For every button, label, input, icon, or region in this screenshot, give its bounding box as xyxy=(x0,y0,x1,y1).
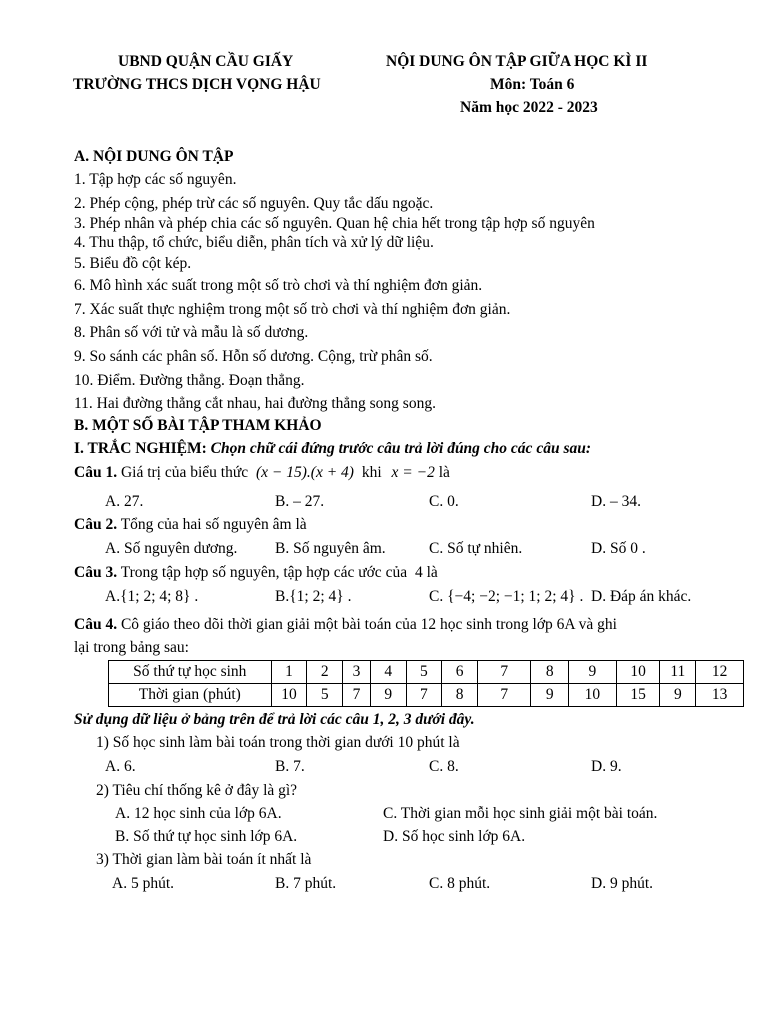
option-a: A. 12 học sinh của lớp 6A. xyxy=(115,805,282,822)
table-cell: 7 xyxy=(477,684,531,707)
district-name: UBND QUẬN CẦU GIẤY xyxy=(118,53,294,70)
option-c: C. 8. xyxy=(429,758,459,775)
sub-question-2: 2) Tiêu chí thống kê ở đây là gì? xyxy=(96,782,298,799)
option-c: C. {−4; −2; −1; 1; 2; 4} . xyxy=(429,588,584,605)
option-a: A. Số nguyên dương. xyxy=(105,540,238,557)
review-item: 5. Biểu đồ cột kép. xyxy=(74,255,192,272)
option-a: A.{1; 2; 4; 8} . xyxy=(105,588,199,605)
school-year: Năm học 2022 - 2023 xyxy=(460,99,598,116)
document-title: NỘI DUNG ÔN TẬP GIỮA HỌC KÌ II xyxy=(386,53,648,70)
table-cell: 1 xyxy=(271,661,307,684)
option-b: B. Số thứ tự học sinh lớp 6A. xyxy=(115,828,298,845)
option-d: D. 9. xyxy=(591,758,622,775)
section-b-title: B. MỘT SỐ BÀI TẬP THAM KHẢO xyxy=(74,417,322,434)
review-item: 10. Điểm. Đường thẳng. Đoạn thẳng. xyxy=(74,372,305,389)
table-cell: 10 xyxy=(616,661,660,684)
option-c: C. Số tự nhiên. xyxy=(429,540,523,557)
review-item: 6. Mô hình xác suất trong một số trò chơi và thí nghiệm đơn giản. xyxy=(74,277,483,294)
table-cell: 4 xyxy=(370,661,406,684)
sub-question-1: 1) Số học sinh làm bài toán trong thời gian dưới 10 phút là xyxy=(96,734,460,751)
table-row xyxy=(109,684,744,707)
question-label: Câu 3. xyxy=(74,564,118,581)
table-cell: 15 xyxy=(616,684,660,707)
option-c: C. 0. xyxy=(429,493,459,510)
option-b: B. – 27. xyxy=(275,493,325,510)
question-text: Trong tập hợp số nguyên, tập hợp các ước của xyxy=(120,564,408,581)
table-cell: 10 xyxy=(271,684,307,707)
option-a: A. 27. xyxy=(105,493,144,510)
question-label: Câu 4. xyxy=(74,616,118,633)
question-4 xyxy=(74,617,617,633)
question-text-continued: lại trong bảng sau: xyxy=(74,639,189,656)
review-item: 8. Phân số với tử và mẫu là số dương. xyxy=(74,324,309,341)
table-cell: 13 xyxy=(696,684,744,707)
option-d: D. 9 phút. xyxy=(591,875,653,892)
review-item: 9. So sánh các phân số. Hỗn số dương. Cộng, trừ phân số. xyxy=(74,348,433,365)
table-cell: 11 xyxy=(660,661,696,684)
question-1 xyxy=(74,465,450,481)
data-table xyxy=(108,660,744,707)
table-cell: 8 xyxy=(531,661,569,684)
table-row-header: Thời gian (phút) xyxy=(109,684,272,707)
table-cell: 5 xyxy=(307,684,343,707)
question-text: Giá trị của biểu thức xyxy=(120,464,249,481)
question-text: Cô giáo theo dõi thời gian giải một bài toán của 12 học sinh trong lớp 6A và ghi xyxy=(120,616,617,633)
table-cell: 7 xyxy=(477,661,531,684)
school-name: TRƯỜNG THCS DỊCH VỌNG HẬU xyxy=(73,76,321,93)
table-cell: 3 xyxy=(343,661,371,684)
table-cell: 9 xyxy=(569,661,617,684)
option-d: D. Số 0 . xyxy=(591,540,646,557)
question-label: Câu 2. xyxy=(74,516,118,533)
review-item: 2. Phép cộng, phép trừ các số nguyên. Quy tắc dấu ngoặc. xyxy=(74,195,434,212)
part1-label: I. TRẮC NGHIỆM: xyxy=(74,440,207,457)
section-a-title: A. NỘI DUNG ÔN TẬP xyxy=(74,148,234,165)
table-cell: 12 xyxy=(696,661,744,684)
question-3 xyxy=(74,565,438,581)
question-text: Tổng của hai số nguyên âm là xyxy=(120,516,307,533)
question-2 xyxy=(74,517,307,533)
option-a: A. 5 phút. xyxy=(112,875,174,892)
table-cell: 8 xyxy=(442,684,478,707)
table-cell: 10 xyxy=(569,684,617,707)
question-text: là xyxy=(438,464,450,481)
review-item: 1. Tập hợp các số nguyên. xyxy=(74,171,237,188)
question-label: Câu 1. xyxy=(74,464,118,481)
math-number: 4 xyxy=(414,564,423,581)
option-d: D. Số học sinh lớp 6A. xyxy=(383,828,526,845)
option-d: D. – 34. xyxy=(591,493,641,510)
table-row-header: Số thứ tự học sinh xyxy=(109,661,272,684)
table-instruction: Sử dụng dữ liệu ở bảng trên để trả lời các câu 1, 2, 3 dưới đây. xyxy=(74,711,475,728)
question-text: khi xyxy=(361,464,382,481)
table-cell: 5 xyxy=(406,661,442,684)
math-expression: (x − 15).(x + 4) xyxy=(256,464,354,481)
table-row xyxy=(109,661,744,684)
option-d: D. Đáp án khác. xyxy=(591,588,692,605)
option-b: B. Số nguyên âm. xyxy=(275,540,386,557)
table-cell: 6 xyxy=(442,661,478,684)
review-item: 7. Xác suất thực nghiệm trong một số trò chơi và thí nghiệm đơn giản. xyxy=(74,301,511,318)
review-item: 11. Hai đường thẳng cắt nhau, hai đường thẳng song song. xyxy=(74,395,436,412)
review-item: 4. Thu thập, tổ chức, biểu diễn, phân tích và xử lý dữ liệu. xyxy=(74,234,434,251)
table-cell: 9 xyxy=(660,684,696,707)
review-item: 3. Phép nhân và phép chia các số nguyên. Quan hệ chia hết trong tập hợp số nguyên xyxy=(74,215,595,232)
option-c: C. 8 phút. xyxy=(429,875,491,892)
option-b: B. 7. xyxy=(275,758,305,775)
question-text: là xyxy=(426,564,438,581)
table-cell: 7 xyxy=(406,684,442,707)
table-cell: 9 xyxy=(370,684,406,707)
sub-question-3: 3) Thời gian làm bài toán ít nhất là xyxy=(96,851,312,868)
part1-heading xyxy=(74,441,591,457)
math-condition: x = −2 xyxy=(391,464,435,481)
option-c: C. Thời gian mỗi học sinh giải một bài toán. xyxy=(383,805,658,822)
part1-instruction: Chọn chữ cái đứng trước câu trả lời đúng cho các câu sau: xyxy=(210,440,592,457)
subject: Môn: Toán 6 xyxy=(490,76,575,93)
table-cell: 9 xyxy=(531,684,569,707)
table-cell: 2 xyxy=(307,661,343,684)
option-b: B. 7 phút. xyxy=(275,875,337,892)
option-b: B.{1; 2; 4} . xyxy=(275,588,352,605)
table-cell: 7 xyxy=(343,684,371,707)
option-a: A. 6. xyxy=(105,758,136,775)
